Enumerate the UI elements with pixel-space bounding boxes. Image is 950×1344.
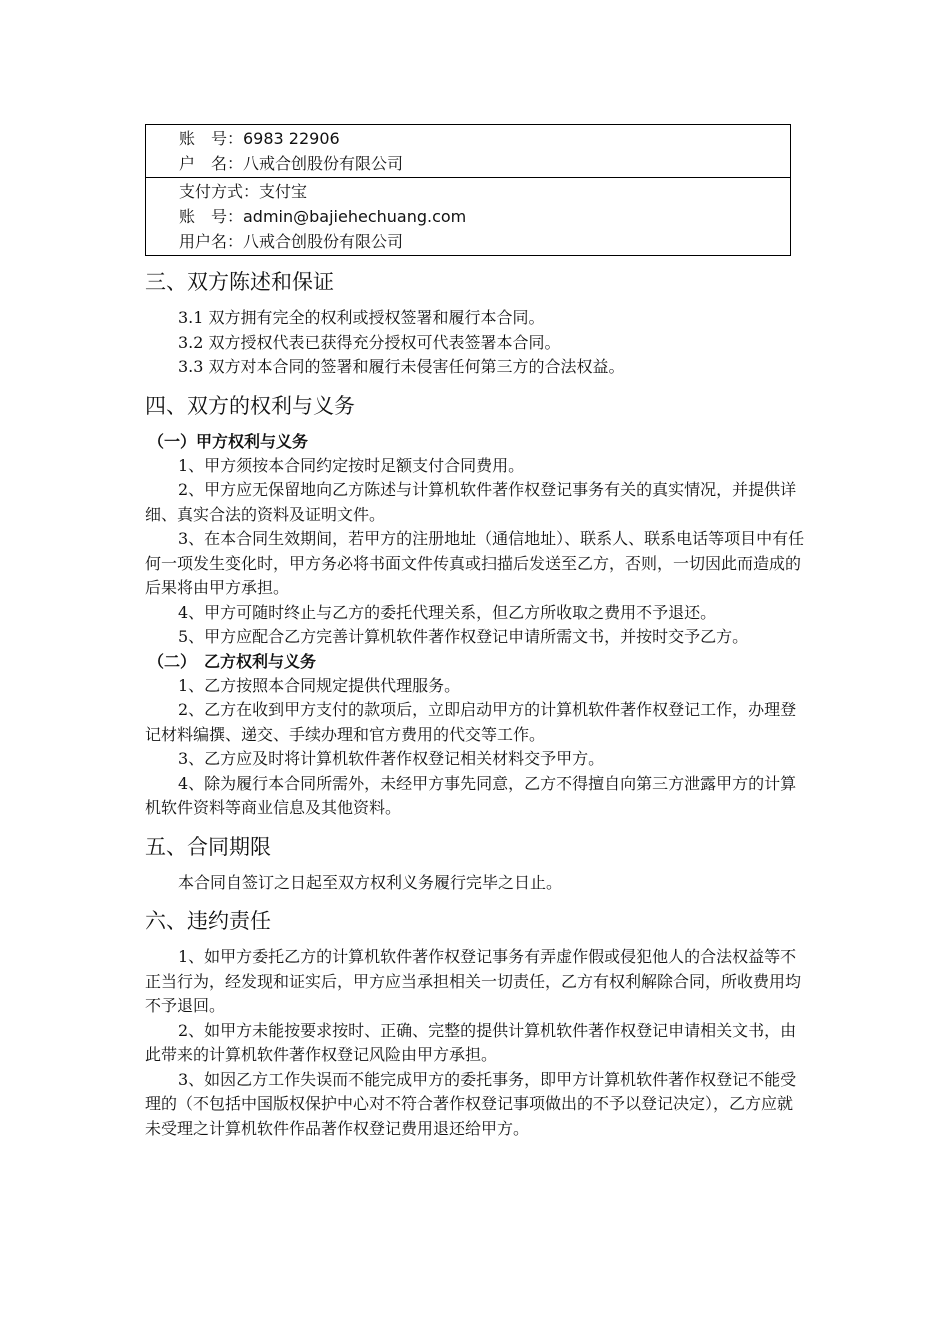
party-b-clause-3: 3、乙方应及时将计算机软件著作权登记相关材料交予甲方。	[178, 749, 605, 768]
party-a-rights-body	[145, 454, 805, 650]
party-b-rights-heading: （二） 乙方权利与义务	[148, 651, 317, 671]
contract-term-text: 本合同自签订之日起至双方权利义务履行完毕之日止。	[178, 872, 563, 892]
party-b-clause-2: 2、乙方在收到甲方支付的款项后，立即启动甲方的计算机软件著作权登记工作，办理登记材料编撰、递交、手续办理和官方费用的代交等工作。	[145, 700, 797, 744]
party-a-clause-3: 3、在本合同生效期间，若甲方的注册地址（通信地址）、联系人、联系电话等项目中有任何一项发生变化时，甲方务必将书面文件传真或扫描后发送至乙方，否则，一切因此而造成的后果将由甲方承担。	[145, 529, 805, 597]
clause-3-1: 3.1 双方拥有完全的权利或授权签署和履行本合同。	[178, 308, 545, 327]
party-b-clause-1: 1、乙方按照本合同规定提供代理服务。	[178, 675, 461, 695]
contract-page	[145, 124, 805, 1141]
section-5-title: 五、合同期限	[145, 834, 271, 859]
section-4-title: 四、双方的权利与义务	[145, 393, 355, 418]
alipay-account: 账 号：admin@bajiehechuang.com	[179, 207, 467, 226]
party-a-clause-2: 2、甲方应无保留地向乙方陈述与计算机软件著作权登记事务有关的真实情况，并提供详细、真实合法的资料及证明文件。	[145, 480, 797, 524]
bank-account-cell	[146, 125, 791, 178]
section-3-body	[145, 306, 805, 380]
clause-3-2: 3.2 双方授权代表已获得充分授权可代表签署本合同。	[178, 332, 561, 352]
party-a-rights-heading: （一）甲方权利与义务	[148, 431, 309, 451]
alipay-cell	[146, 178, 791, 256]
bank-account-name: 户 名：八戒合创股份有限公司	[179, 154, 404, 173]
party-b-rights-body	[145, 674, 805, 821]
party-a-clause-4: 4、甲方可随时终止与乙方的委托代理关系，但乙方所收取之费用不予退还。	[178, 602, 717, 622]
section-6-title: 六、违约责任	[145, 909, 271, 933]
payment-info-table	[145, 124, 791, 256]
section-6-body	[145, 945, 805, 1141]
party-a-clause-1: 1、甲方须按本合同约定按时足额支付合同费用。	[178, 455, 525, 475]
party-a-clause-5: 5、甲方应配合乙方完善计算机软件著作权登记申请所需文书，并按时交予乙方。	[178, 627, 749, 646]
alipay-username: 用户名：八戒合创股份有限公司	[179, 232, 404, 251]
payment-method: 支付方式：支付宝	[179, 182, 308, 201]
liability-clause-1: 1、如甲方委托乙方的计算机软件著作权登记事务有弄虚作假或侵犯他人的合法权益等不正当行为，经发现和证实后，甲方应当承担相关一切责任，乙方有权利解除合同，所收费用均不予退回。	[145, 947, 802, 1015]
bank-account-number: 账 号：6983 22906	[179, 129, 340, 148]
clause-3-3: 3.3 双方对本合同的签署和履行未侵害任何第三方的合法权益。	[178, 357, 625, 376]
liability-clause-3: 3、如因乙方工作失误而不能完成甲方的委托事务，即甲方计算机软件著作权登记不能受理的（不包括中国版权保护中心对不符合著作权登记事项做出的不予以登记决定），乙方应就未受理之计算机软件作品著作权登记费用退还给甲方。	[145, 1069, 797, 1138]
liability-clause-2: 2、如甲方未能按要求按时、正确、完整的提供计算机软件著作权登记申请相关文书，由此带来的计算机软件著作权登记风险由甲方承担。	[145, 1020, 797, 1064]
section-3-title: 三、双方陈述和保证	[145, 270, 334, 294]
party-b-clause-4: 4、除为履行本合同所需外，未经甲方事先同意，乙方不得擅自向第三方泄露甲方的计算机软件资料等商业信息及其他资料。	[145, 773, 797, 817]
